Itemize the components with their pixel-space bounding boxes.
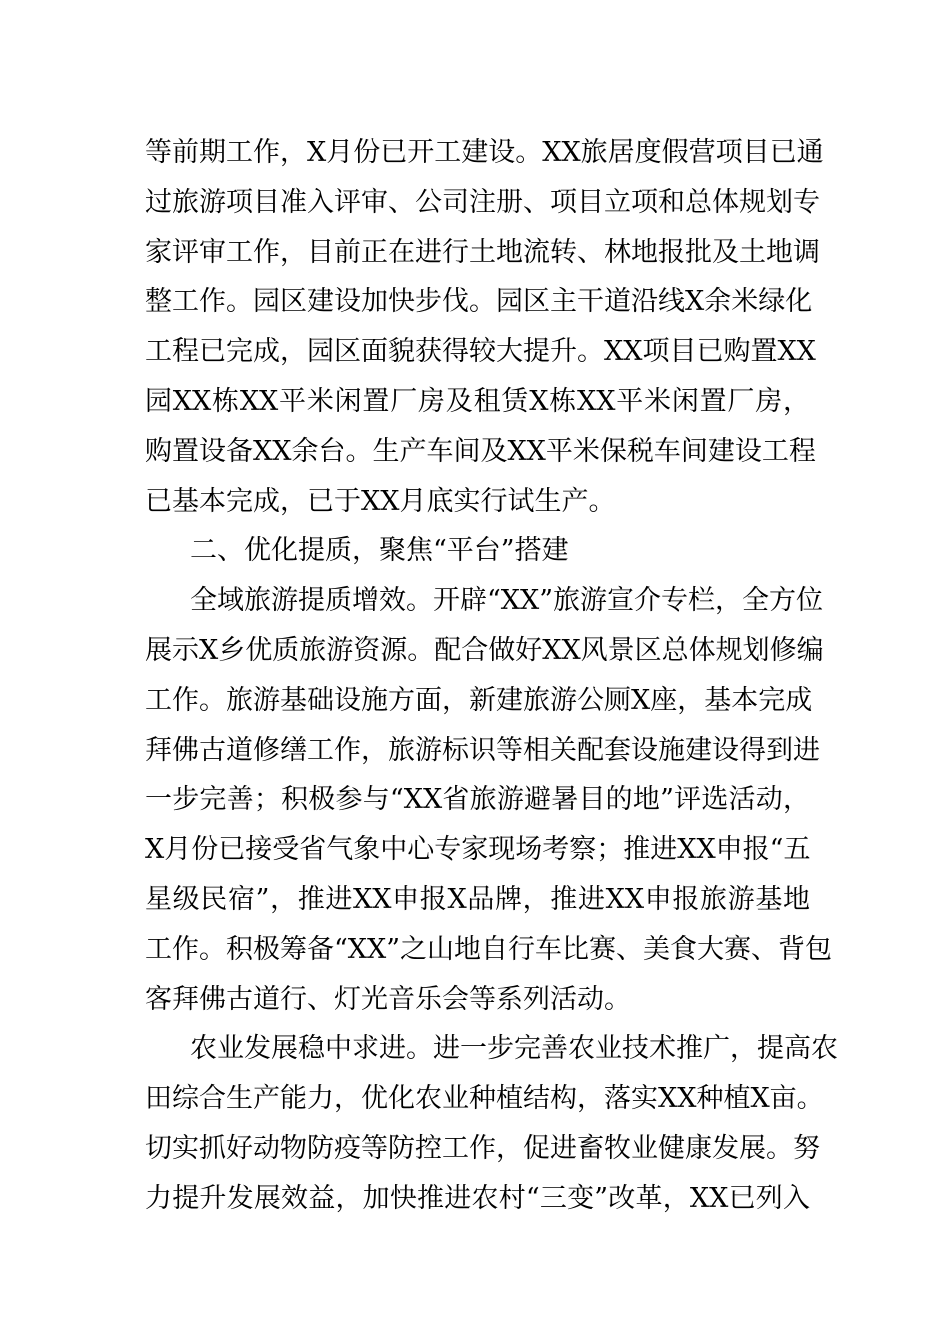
text-line: 家评审工作，目前正在进行土地流转、林地报批及土地调: [145, 236, 820, 268]
text-line: 过旅游项目准入评审、公司注册、项目立项和总体规划专: [145, 186, 820, 218]
text-line: 客拜佛古道行、灯光音乐会等系列活动。: [145, 983, 631, 1015]
text-line: 力提升发展效益，加快推进农村“三变”改革，XX已列入: [145, 1182, 810, 1214]
text-line: 拜佛古道修缮工作，旅游标识等相关配套设施建设得到进: [145, 734, 820, 766]
text-line: 星级民宿”，推进XX申报X品牌，推进XX申报旅游基地: [145, 883, 810, 915]
text-line: 农业发展稳中求进。进一步完善农业技术推广，提高农: [190, 1033, 838, 1065]
text-line: 工作。旅游基础设施方面，新建旅游公厕X座，基本完成: [145, 684, 813, 716]
text-line: 已基本完成，已于XX月底实行试生产。: [145, 485, 616, 517]
text-line: 整工作。园区建设加快步伐。园区主干道沿线X余米绿化: [145, 286, 813, 318]
text-line: X月份已接受省气象中心专家现场考察；推进XX申报“五: [145, 834, 811, 866]
body-text: [145, 128, 838, 1224]
text-line: 工作。积极筹备“XX”之山地自行车比赛、美食大赛、背包: [145, 933, 833, 965]
text-line: 园XX栋XX平米闲置厂房及租赁X栋XX平米闲置厂房，: [145, 385, 810, 417]
text-line: 购置设备XX余台。生产车间及XX平米保税车间建设工程: [145, 435, 816, 467]
text-line: 展示X乡优质旅游资源。配合做好XX风景区总体规划修编: [145, 634, 824, 666]
text-line: 全域旅游提质增效。开辟“XX”旅游宣介专栏，全方位: [190, 585, 824, 617]
text-line: 切实抓好动物防疫等防控工作，促进畜牧业健康发展。努: [145, 1132, 820, 1164]
text-line: 田综合生产能力，优化农业种植结构，落实XX种植X亩。: [145, 1083, 824, 1115]
text-line: 一步完善；积极参与“XX省旅游避暑目的地”评选活动，: [145, 784, 810, 816]
text-line: 工程已完成，园区面貌获得较大提升。XX项目已购置XX: [145, 336, 816, 368]
section-heading: 二、优化提质，聚焦“平台”搭建: [190, 535, 569, 567]
text-line: 等前期工作，X月份已开工建设。XX旅居度假营项目已通: [145, 137, 824, 168]
